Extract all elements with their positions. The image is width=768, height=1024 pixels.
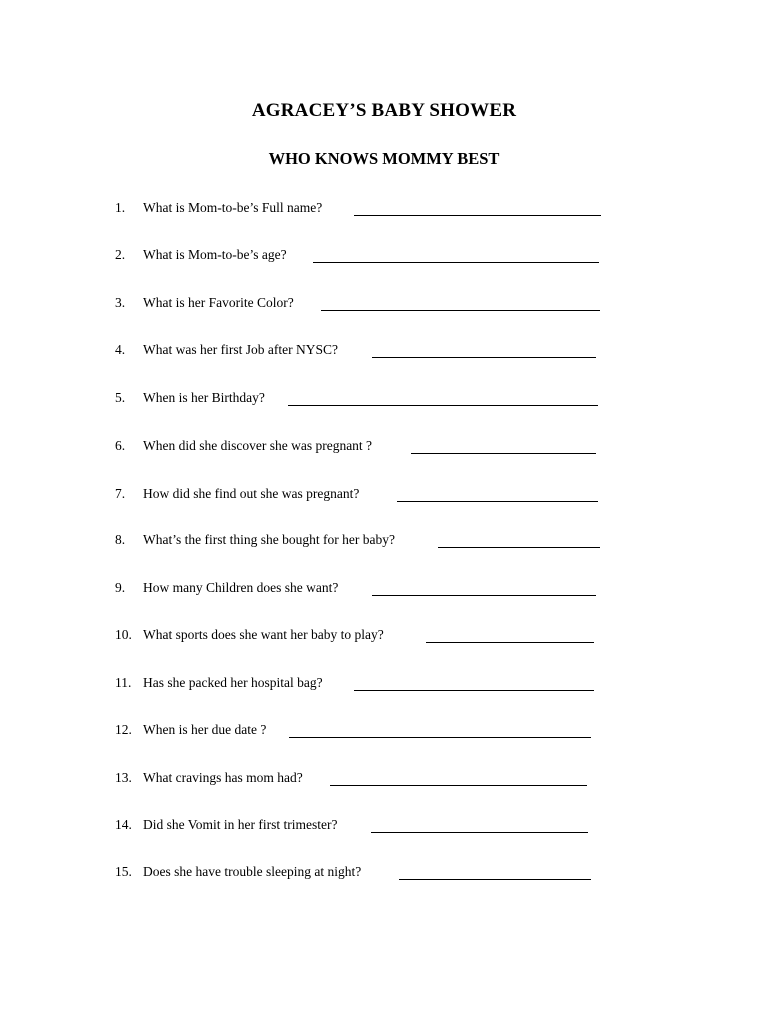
question-text: What is Mom-to-be’s Full name? [143,200,323,215]
question-number: 2. [115,247,126,262]
question-number: 8. [115,532,126,547]
answer-blank[interactable] [371,832,588,833]
answer-blank[interactable] [313,262,599,263]
answer-blank[interactable] [438,547,600,548]
question-number: 13. [115,770,132,785]
question-text: When did she discover she was pregnant ? [143,438,373,453]
question-text: What cravings has mom had? [143,770,303,785]
answer-blank[interactable] [330,785,587,786]
question-number: 5. [115,390,126,405]
question-number: 14. [115,817,132,832]
question-number: 11. [115,675,132,690]
answer-blank[interactable] [411,453,596,454]
document-subtitle: WHO KNOWS MOMMY BEST [268,149,500,168]
question-number: 15. [115,864,132,879]
answer-blank[interactable] [372,357,596,358]
question-number: 1. [115,200,126,215]
answer-blank[interactable] [289,737,591,738]
answer-blank[interactable] [397,501,598,502]
answer-blank[interactable] [288,405,598,406]
question-text: Did she Vomit in her first trimester? [143,817,338,832]
question-number: 6. [115,438,126,453]
answer-blank[interactable] [354,215,601,216]
question-text: Does she have trouble sleeping at night? [143,864,362,879]
question-text: What sports does she want her baby to play? [143,627,384,642]
question-number: 3. [115,295,126,310]
question-number: 7. [115,486,126,501]
question-number: 10. [115,627,132,642]
question-number: 4. [115,342,126,357]
question-number: 12. [115,722,132,737]
question-text: What is Mom-to-be’s age? [143,247,287,262]
question-text: When is her due date ? [143,722,267,737]
question-text: What is her Favorite Color? [143,295,294,310]
question-text: How many Children does she want? [143,580,339,595]
document-title: AGRACEY’S BABY SHOWER [251,100,517,121]
answer-blank[interactable] [321,310,600,311]
question-text: What’s the first thing she bought for her baby? [143,532,395,547]
question-number: 9. [115,580,126,595]
answer-blank[interactable] [354,690,594,691]
question-text: Has she packed her hospital bag? [143,675,323,690]
answer-blank[interactable] [372,595,596,596]
question-text: How did she find out she was pregnant? [143,486,360,501]
question-text: When is her Birthday? [143,390,265,405]
answer-blank[interactable] [399,879,591,880]
question-text: What was her first Job after NYSC? [143,342,338,357]
answer-blank[interactable] [426,642,594,643]
